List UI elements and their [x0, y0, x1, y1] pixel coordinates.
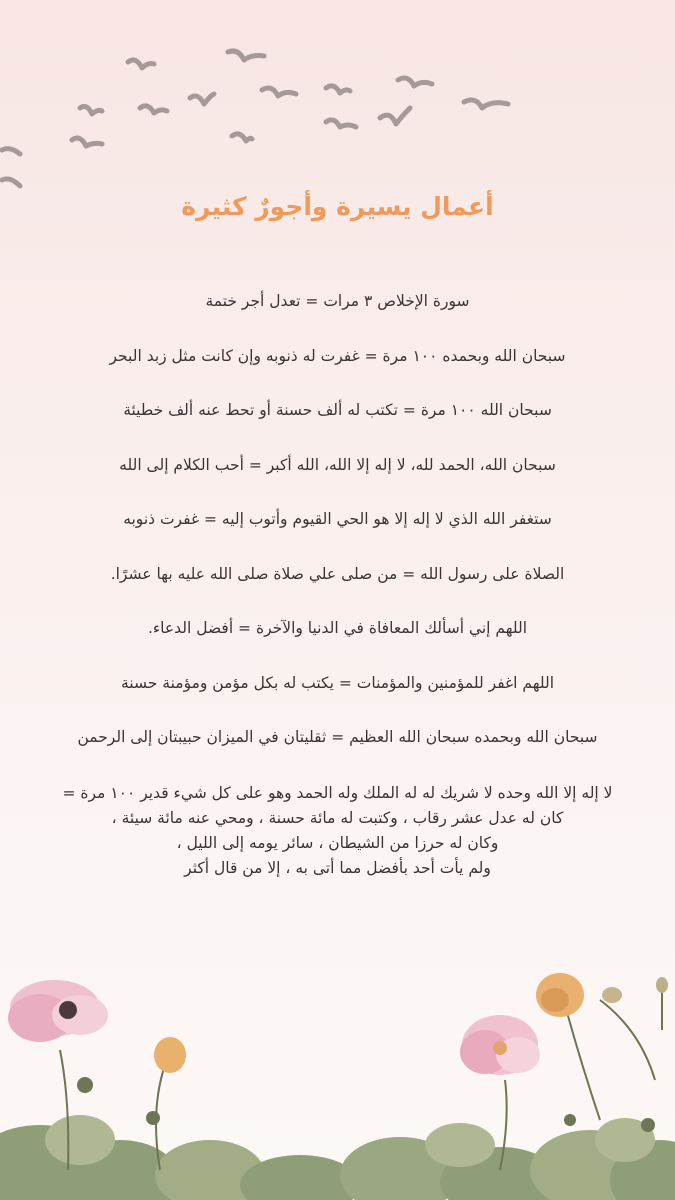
bird-icon: [464, 100, 508, 108]
list-item: ستغفر الله الذي لا إله إلا هو الحي القيوم وأتوب إليه = غفرت ذنوبه: [123, 510, 552, 528]
bird-icon: [190, 94, 214, 104]
bird-icon: [2, 149, 20, 154]
list-item: الصلاة على رسول الله = من صلى علي صلاة صلى الله عليه بها عشرًا.: [110, 564, 565, 583]
pink-flower-icon: [8, 980, 108, 1042]
list-item-line: ولم يأت أحد بأفضل مما أتى به ، إلا من قال أكثر: [184, 858, 491, 877]
list-item: اللهم إني أسألك المعافاة في الدنيا والآخرة = أفضل الدعاء.: [147, 619, 528, 637]
bird-icon: [2, 179, 20, 186]
bird-icon: [228, 51, 264, 60]
list-item-line: كان له عدل عشر رقاب ، وكتبت له مائة حسنة ، ومحي عنه مائة سيئة ،: [111, 808, 564, 827]
list-item: سورة الإخلاص ٣ مرات = تعدل أجر ختمة: [205, 292, 470, 310]
list-item-line: وكان له حرزا من الشيطان ، سائر يومه إلى الليل ،: [176, 833, 499, 852]
bird-icon: [380, 108, 410, 124]
bird-icon: [140, 106, 167, 113]
orange-flower-icon: [154, 973, 668, 1073]
bird-icon: [128, 60, 154, 68]
list-item-line: لا إله إلا الله وحده لا شريك له له الملك وله الحمد وهو على كل شيء قدير ١٠٠ مرة =: [62, 783, 613, 802]
bird-icon: [326, 86, 350, 93]
flying-birds-decoration: [0, 0, 675, 220]
bird-icon: [326, 120, 356, 127]
list-item: سبحان الله وبحمده ١٠٠ مرة = غفرت له ذنوبه وإن كانت مثل زبد البحر: [109, 346, 566, 365]
list-item: سبحان الله ١٠٠ مرة = تكتب له ألف حسنة أو تحط عنه ألف خطيئة: [123, 401, 552, 419]
bird-icon: [398, 78, 432, 86]
bird-icon: [80, 106, 102, 114]
bird-icon: [72, 138, 102, 146]
floral-decoration: [0, 970, 675, 1200]
dhikr-list: [30, 290, 645, 881]
bird-icon: [232, 134, 252, 141]
bird-icon: [262, 88, 296, 96]
page-title: أعمال يسيرة وأجورٌ كثيرة: [181, 192, 494, 221]
foliage: [0, 1115, 675, 1200]
list-item: اللهم اغفر للمؤمنين والمؤمنات = يكتب له بكل مؤمن ومؤمنة حسنة: [120, 673, 555, 692]
list-item: سبحان الله وبحمده سبحان الله العظيم = ثقليتان في الميزان حبيبتان إلى الرحمن: [77, 728, 598, 746]
list-item-multiline: [30, 781, 645, 881]
pink-flower-icon: [460, 1015, 540, 1075]
list-item: سبحان الله، الحمد لله، لا إله إلا الله، الله أكبر = أحب الكلام إلى الله: [119, 455, 556, 474]
